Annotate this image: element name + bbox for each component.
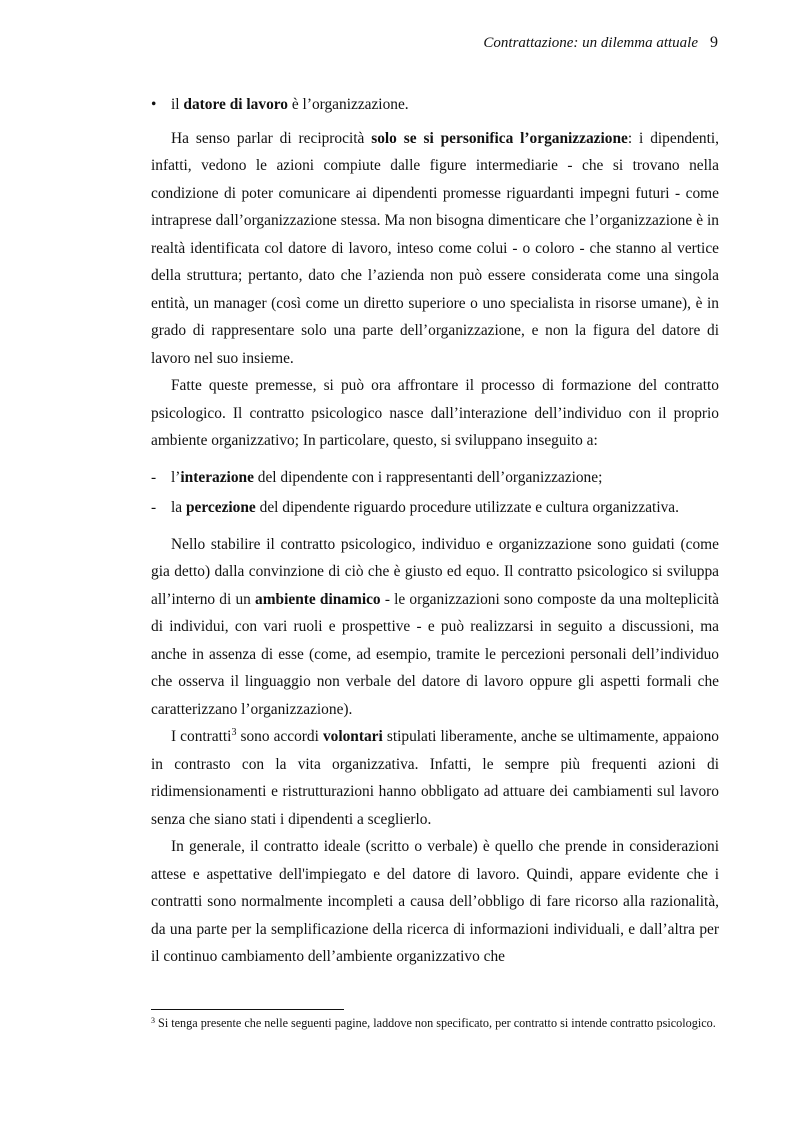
header-title: Contrattazione: un dilemma attuale (483, 35, 698, 51)
bold-phrase: ambiente dinamico (255, 590, 381, 608)
footnote-ref: 3 (231, 727, 237, 738)
paragraph-1: Ha senso parlar di reciprocità solo se si personifica l’organizzazione: i dipendenti, infatti, vedono le azioni compiute dalle figure intermediarie - che si trovano nella condizione di poter comunicare ai dipendenti promesse riguardanti impegni futuri - come intraprese dall’organizzazione stessa. Ma non bisogna dimenticare che l’organizzazione è in realtà identificata col datore di lavoro, inteso come colui - o coloro - che stanno al vertice della struttura; pertanto, dato che l’azienda non può essere considerata come una singola entità, un manager (così come un diretto superiore o uno specialista in risorse umane), è in grado di rappresentare solo una parte dell’organizzazione, e non la figura del datore di lavoro nel suo insieme. (151, 129, 720, 367)
bullet-item: • il datore di lavoro è l’organizzazione. (151, 91, 719, 119)
bold-term: datore di lavoro (183, 96, 289, 113)
page-number: 9 (710, 34, 718, 51)
dash-list (151, 463, 719, 523)
footnote (151, 1016, 719, 1031)
footnote-number: 3 (151, 1016, 155, 1025)
running-header (483, 34, 718, 52)
paragraph-2: Fatte queste premesse, si può ora affrontare il processo di formazione del contratto psicologico. Il contratto psicologico nasce dall’interazione dell’individuo con il proprio ambiente organizzativo; In particolare, questo, si sviluppano inseguito a: (151, 377, 719, 449)
bold-term: interazione (180, 468, 254, 486)
dash-icon: - (151, 468, 157, 486)
bold-phrase: solo se si personifica l’organizzazione (371, 129, 628, 147)
list-item: - la percezione del dipendente riguardo procedure utilizzate e cultura organizzativa. (151, 493, 719, 523)
bold-term: percezione (185, 498, 256, 516)
body-text (151, 91, 719, 971)
footnote-text: Si tenga presente che nelle seguenti pagine, laddove non specificato, per contratto si intende contratto psicologico. (155, 1016, 716, 1030)
paragraph-4: I contratti$^3$ sono accordi volontari stipulati liberamente, anche se ultimamente, appaiono in contrasto con la vita organizzativa. Infatti, le sempre più frequenti azioni di ridimensionamenti e ristrutturazioni hanno obbligato ad attuare dei cambiamenti sul lavoro senza che siano stati i dipendenti a sceglierlo. (151, 727, 720, 828)
bullet-icon: • (151, 96, 157, 113)
paragraph-5: In generale, il contratto ideale (scritto o verbale) è quello che prende in considerazioni attese e aspettative dell'impiegato e del datore di lavoro. Quindi, appare evidente che i contratti sono normalmente incompleti a causa dell’obbligo di fare ricorso alla razionalità, da una parte per la semplificazione della ricerca di informazioni individuali, e dall’altra per il continuo cambiamento dell’ambiente organizzativo che (151, 838, 719, 965)
list-item: - l’interazione del dipendente con i rappresentanti dell’organizzazione; (151, 463, 719, 493)
paragraph-3: Nello stabilire il contratto psicologico, individuo e organizzazione sono guidati (come gia detto) dalla convinzione di ciò che è giusto ed equo. Il contratto psicologico si sviluppa all’interno di un ambiente dinamico - le organizzazioni sono composte da una molteplicità di individui, con vari ruoli e prospettive - e può realizzarsi in seguito a discussioni, ma anche in assenza di esse (come, ad esempio, tramite le percezioni personali dell’individuo che osserva il linguaggio non verbale del datore di lavoro oppure gli aspetti formali che caratterizzano l’organizzazione). (151, 535, 719, 718)
footnote-divider (151, 1009, 344, 1010)
dash-icon: - (151, 498, 157, 516)
bold-term: volontari (322, 728, 383, 745)
